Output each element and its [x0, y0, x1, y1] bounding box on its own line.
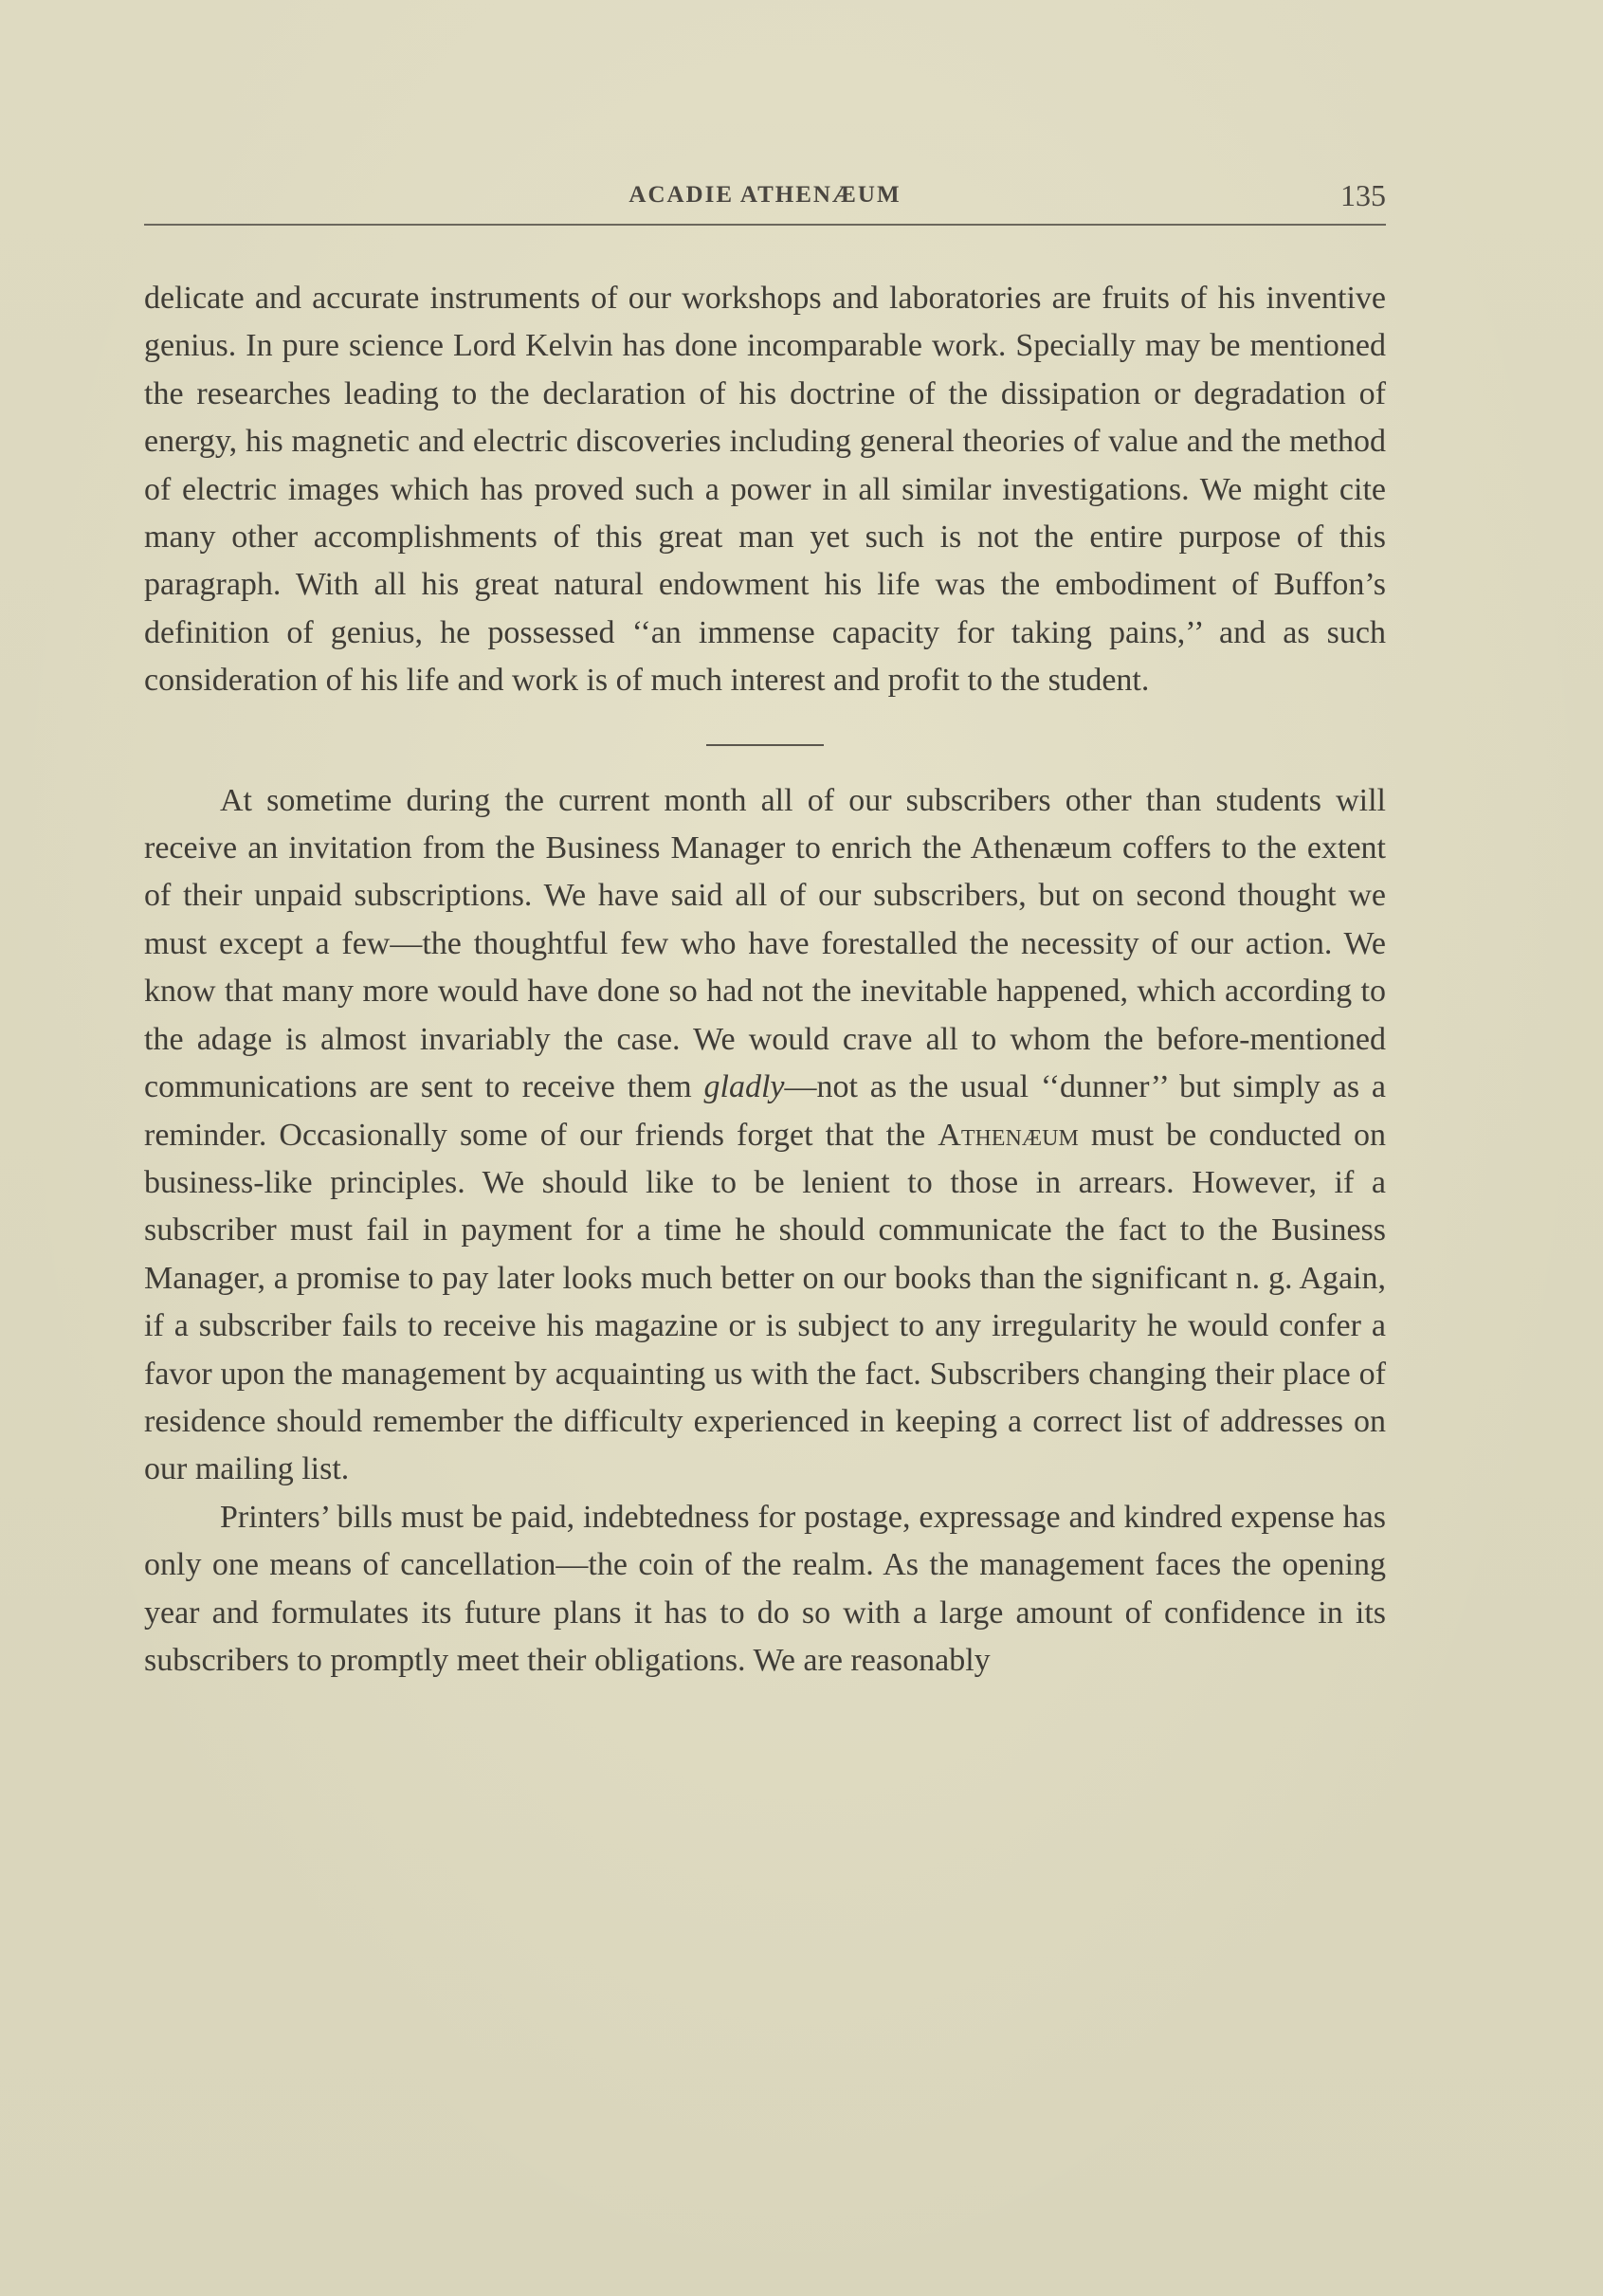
running-title: ACADIE ATHENÆUM — [628, 182, 902, 208]
small-caps-word: Athenæum — [938, 1117, 1079, 1153]
section-divider — [706, 744, 824, 746]
running-head — [144, 178, 1386, 220]
body-text — [144, 275, 1386, 1685]
paragraph-subscribers — [144, 777, 1386, 1494]
paragraph-printers: Printers’ bills must be paid, indebtedness for postage, expressage and kindred expense has only one means of cancellation—the coin of the realm. As the management faces the opening year and formulates its future plans it has to do so with a large amount of confidence in its subscribers to promptly meet their obligations. We are reasonably — [144, 1499, 1386, 1678]
header-rule — [144, 224, 1386, 226]
paragraph-subscribers-part-c: must be conducted on business-like principles. We should like to be lenient to those in arrears. However, if a subscriber must fail in payment for a time he should communicate the fact to the Business Manager, a promise to pay later looks much better on our books than the significant n. g. Again, if a subscriber fails to receive his magazine or is subject to any irregularity he would confer a favor upon the management by acquainting us with the fact. Subscribers changing their place of residence should remember the difficulty experienced in keeping a correct list of addresses on our mailing list. — [144, 1117, 1386, 1487]
page-number: 135 — [1340, 178, 1386, 212]
paragraph-kelvin: delicate and accurate instruments of our workshops and laboratories are fruits of his inventive genius. In pure science Lord Kelvin has done incomparable work. Specially may be mentioned the researches leading to the declaration of his doctrine of the dissipation or degradation of energy, his magnetic and electric discoveries including general theories of value and the method of electric images which has proved such a power in all similar investigations. We might cite many other accomplishments of this great man yet such is not the entire purpose of this paragraph. With all his great natural endowment his life was the embodiment of Buffon’s definition of genius, he possessed ‘‘an immense capacity for taking pains,’’ and as such consideration of his life and work is of much interest and profit to the student. — [144, 281, 1386, 699]
paragraph-subscribers-part-a: At sometime during the current month all of our subscribers other than students will receive an invitation from the Business Manager to enrich the Athenæum coffers to the extent of their unpaid subscriptions. We have said all of our subscribers, but on second thought we must except a few—the thoughtful few who have forestalled the necessity of our action. We know that many more would have done so had not the inevitable happened, which according to the adage is almost invariably the case. We would crave all to whom the before-mentioned communications are sent to receive them — [144, 782, 1386, 1105]
italic-word: gladly — [703, 1069, 785, 1105]
paragraph-subscribers-part-b: —not as the usual ‘‘dunner’’ but simply as a reminder. Occasionally some of our friends forget that the — [144, 1069, 1386, 1153]
